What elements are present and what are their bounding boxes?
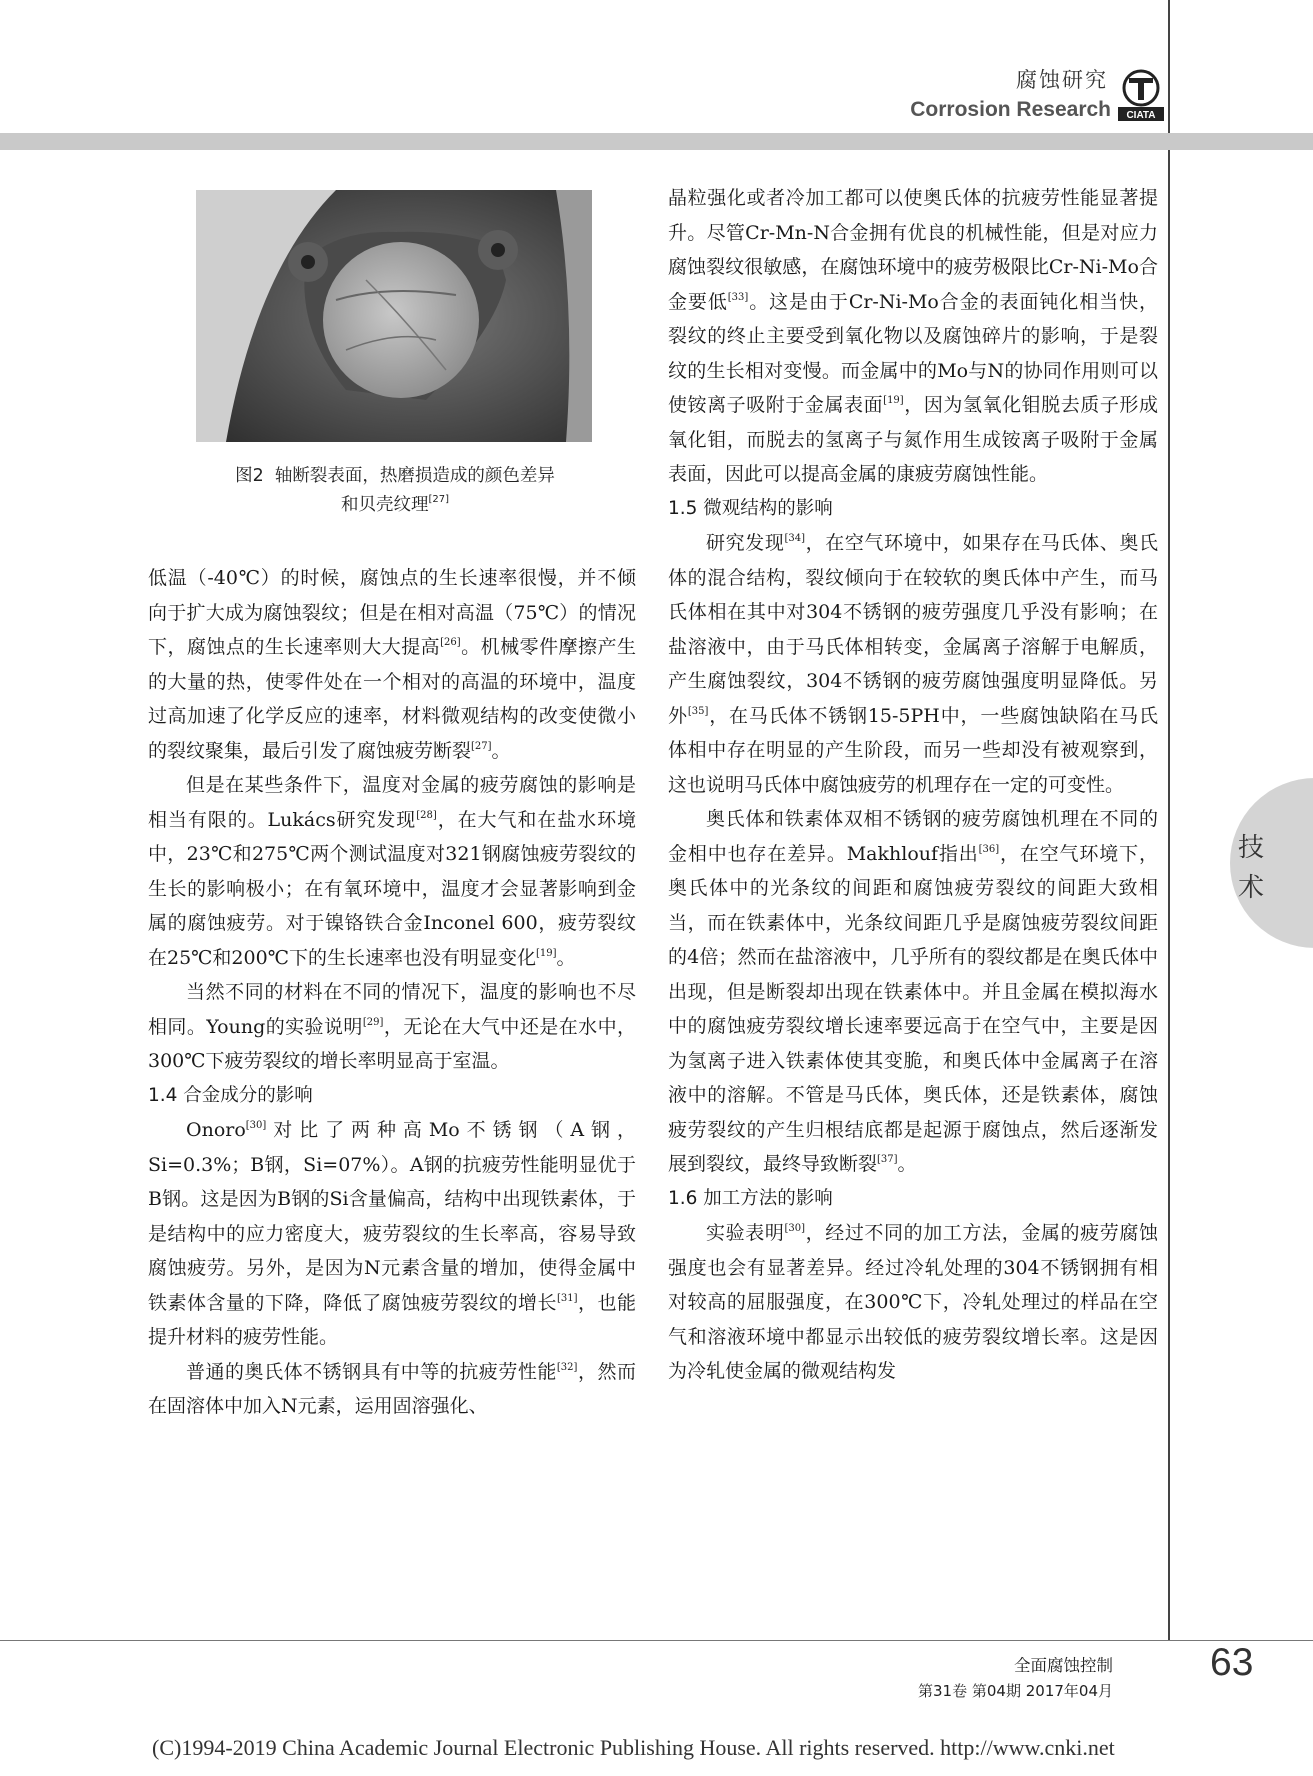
paragraph: 普通的奥氏体不锈钢具有中等的抗疲劳性能[32]，然而在固溶体中加入N元素，运用固溶强化、 — [148, 1360, 636, 1417]
page-number: 63 — [1210, 1641, 1254, 1684]
citation: [30] — [784, 1223, 805, 1234]
paragraph: 当然不同的材料在不同的情况下，温度的影响也不尽相同。Young的实验说明[29]，无论在大气中还是在水中，300℃下疲劳裂纹的增长率明显高于室温。 — [148, 981, 636, 1072]
citation: [37] — [877, 1154, 898, 1165]
paragraph: 晶粒强化或者冷加工都可以使奥氏体的抗疲劳性能显著提升。尽管Cr-Mn-N合金拥有优良的机械性能，但是对应力腐蚀裂纹很敏感，在腐蚀环境中的疲劳极限比Cr-Ni-Mo合金要低[33]。这是由于Cr-Ni-Mo合金的表面钝化相当快，裂纹的终止主要受到氧化物以及腐蚀碎片的影响，于是裂纹的生长相对变慢。而金属中的Mo与N的协同作用则可以使铵离子吸附于金属表面[19]，因为氢氧化钼脱去质子形成氧化钼，而脱去的氢离子与氮作用生成铵离子吸附于金属表面，因此可以提高金属的康疲劳腐蚀性能。 — [668, 187, 1158, 485]
citation: [19] — [883, 395, 904, 406]
footer-journal-name: 全面腐蚀控制 — [1014, 1656, 1113, 1675]
left-column — [148, 561, 636, 1424]
citation: [29] — [362, 1016, 384, 1028]
journal-section-title: 腐蚀研究 — [1016, 68, 1108, 92]
right-column — [668, 181, 1158, 1389]
paragraph: 实验表明[30]，经过不同的加工方法，金属的疲劳腐蚀强度也会有显著差异。经过冷轧处理的304不锈钢拥有相对较高的屈服强度，在300℃下，冷轧处理过的样品在空气和溶液环境中都显示出较低的疲劳裂纹增长率。这是因为冷轧使金属的微观结构发 — [668, 1222, 1158, 1382]
paragraph: 研究发现[34]，在空气环境中，如果存在马氏体、奥氏体的混合结构，裂纹倾向于在较软的奥氏体中产生，而马氏体相在其中对304不锈钢的疲劳强度几乎没有影响；在盐溶液中，由于马氏体相转变，金属离子溶解于电解质，产生腐蚀裂纹，304不锈钢的疲劳腐蚀强度明显降低。另外[35]，在马氏体不锈钢15-5PH中，一些腐蚀缺陷在马氏体相中存在明显的产生阶段，而另一些却没有被观察到，这也说明马氏体中腐蚀疲劳的机理存在一定的可变性。 — [668, 532, 1158, 796]
footer-issue-info: 第31卷 第04期 2017年04月 — [918, 1682, 1113, 1700]
section-heading-1-5: 1.5 微观结构的影响 — [668, 497, 833, 519]
section-heading-1-4: 1.4 合金成分的影响 — [148, 1084, 313, 1106]
journal-logo-icon — [1118, 69, 1164, 121]
caption-line-2: 和贝壳纹理 — [340, 495, 429, 515]
figure-number: 图2 — [235, 466, 264, 486]
citation: [35] — [687, 705, 709, 717]
paragraph: 奥氏体和铁素体双相不锈钢的疲劳腐蚀机理在不同的金相中也存在差异。Makhlouf指出[36]，在空气环境下，奥氏体中的光条纹的间距和腐蚀疲劳裂纹的间距大致相当，而在铁素体中，光条纹间距几乎是腐蚀疲劳裂纹间距的4倍；然而在盐溶液中，几乎所有的裂纹都是在奥氏体中出现，但是断裂却出现在铁素体中。并且金属在模拟海水中的腐蚀疲劳裂纹增长速率要远高于在空气中，主要是因为氢离子进入铁素体使其变脆，和奥氏体中金属离子在溶液中的溶解。不管是马氏体，奥氏体，还是铁素体，腐蚀疲劳裂纹的产生归根结底都是起源于腐蚀点，然后逐渐发展到裂纹，最终导致断裂[37]。 — [668, 808, 1158, 1175]
footer-rule — [0, 1640, 1313, 1641]
side-tab-label: 技 术 — [1238, 833, 1265, 903]
citation: [30] — [245, 1120, 267, 1131]
citation: [27] — [471, 740, 492, 752]
right-margin-rule — [1168, 0, 1170, 1640]
caption-citation: [27] — [428, 494, 450, 505]
citation: [26] — [440, 637, 461, 648]
citation: [32] — [556, 1361, 578, 1373]
citation: [31] — [557, 1292, 578, 1304]
journal-section-subtitle: Corrosion Research — [910, 98, 1111, 121]
logo-text: CIATA — [1126, 110, 1156, 121]
citation: [19] — [535, 947, 557, 959]
paragraph: 但是在某些条件下，温度对金属的疲劳腐蚀的影响是相当有限的。Lukács研究发现[28]，在大气和在盐水环境中，23℃和275℃两个测试温度对321钢腐蚀疲劳裂纹的生长的影响极小；在有氧环境中，温度才会显著影响到金属的腐蚀疲劳。对于镍铬铁合金Inconel 600，疲劳裂纹在25℃和200℃下的生长速率也没有明显变化[19]。 — [148, 774, 636, 969]
caption-line-1: 轴断裂表面，热磨损造成的颜色差异 — [274, 466, 555, 486]
section-heading-1-6: 1.6 加工方法的影响 — [668, 1187, 833, 1209]
figure-caption — [180, 462, 610, 520]
paragraph: Onoro[30]对比了两种高Mo不锈钢（A钢，Si=0.3%；B钢，Si=07%）。A钢的抗疲劳性能明显优于B钢。这是因为B钢的Si含量偏高，结构中出现铁素体，于是结构中的应力密度大，疲劳裂纹的生长率高，容易导致腐蚀疲劳。另外，是因为N元素含量的增加，使得金属中铁素体含量的下降，降低了腐蚀疲劳裂纹的增长[31]，也能提升材料的疲劳性能。 — [148, 1119, 636, 1348]
citation: [28] — [416, 809, 437, 821]
citation: [34] — [784, 533, 805, 544]
header-band — [0, 133, 1313, 150]
citation: [36] — [978, 843, 1000, 855]
copyright-notice: (C)1994-2019 China Academic Journal Electronic Publishing House. All rights reserved. http://www.cnki.net — [152, 1735, 1115, 1760]
paragraph: 低温（-40℃）的时候，腐蚀点的生长速率很慢，并不倾向于扩大成为腐蚀裂纹；但是在相对高温（75℃）的情况下，腐蚀点的生长速率则大大提高[26]。机械零件摩擦产生的大量的热，使零件处在一个相对的高温的环境中，温度过高加速了化学反应的速率，材料微观结构的改变使微小的裂纹聚集，最后引发了腐蚀疲劳断裂[27]。 — [148, 567, 636, 762]
figure-2-photo — [196, 190, 592, 442]
citation: [33] — [727, 291, 749, 303]
